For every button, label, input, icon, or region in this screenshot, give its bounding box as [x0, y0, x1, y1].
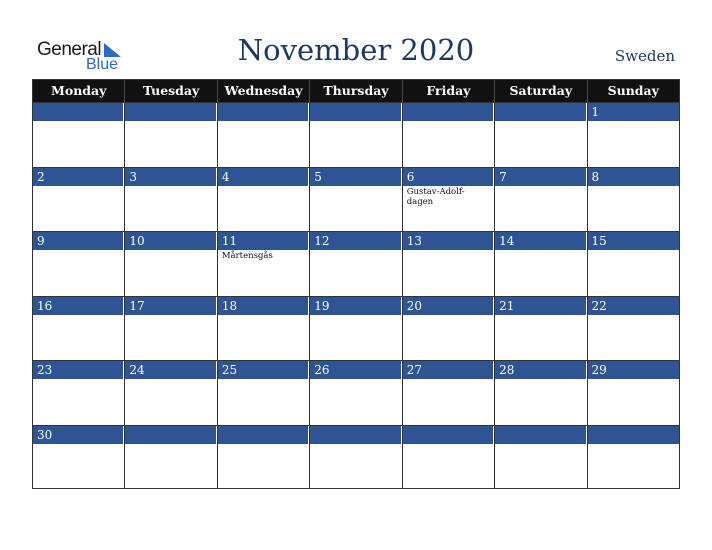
day-cell — [310, 232, 402, 296]
day-number: 8 — [588, 168, 679, 186]
day-cell — [125, 168, 217, 232]
day-number — [495, 426, 586, 444]
weekday-header-friday: Friday — [403, 80, 495, 102]
page-title: November 2020 — [237, 33, 475, 67]
day-number: 18 — [218, 297, 309, 315]
day-cell — [125, 361, 217, 425]
day-number — [403, 426, 494, 444]
day-number: 3 — [125, 168, 216, 186]
day-cell — [310, 168, 402, 232]
day-number — [495, 103, 586, 121]
day-cell — [125, 426, 217, 490]
day-number — [33, 103, 124, 121]
day-number: 7 — [495, 168, 586, 186]
day-cell — [403, 426, 495, 490]
day-number: 29 — [588, 361, 679, 379]
day-number: 22 — [588, 297, 679, 315]
day-cell — [310, 361, 402, 425]
day-cell — [495, 297, 587, 361]
day-cell — [218, 232, 310, 296]
day-cell — [495, 232, 587, 296]
day-cell — [403, 168, 495, 232]
day-number: 13 — [403, 232, 494, 250]
day-cell — [495, 361, 587, 425]
day-cell — [403, 297, 495, 361]
day-cell — [588, 103, 679, 167]
day-number: 21 — [495, 297, 586, 315]
day-number — [218, 426, 309, 444]
day-cell — [33, 361, 125, 425]
day-cell — [33, 103, 125, 167]
day-number: 5 — [310, 168, 401, 186]
day-number: 2 — [33, 168, 124, 186]
day-number: 25 — [218, 361, 309, 379]
day-cell — [310, 297, 402, 361]
day-number: 19 — [310, 297, 401, 315]
week-row — [33, 425, 679, 490]
logo-word-blue: Blue — [86, 56, 119, 73]
day-number — [403, 103, 494, 121]
day-cell — [218, 103, 310, 167]
day-cell — [33, 297, 125, 361]
day-number: 12 — [310, 232, 401, 250]
day-cell — [125, 103, 217, 167]
day-number: 28 — [495, 361, 586, 379]
day-number: 9 — [33, 232, 124, 250]
weekday-header-monday: Monday — [33, 80, 125, 102]
weekday-header-sunday: Sunday — [607, 83, 659, 98]
month-calendar — [32, 79, 680, 489]
day-cell — [33, 426, 125, 490]
day-cell — [588, 168, 679, 232]
day-number: 11 — [218, 232, 309, 250]
holiday-label: Mårtensgås — [221, 251, 273, 261]
day-number: 20 — [403, 297, 494, 315]
day-number — [125, 103, 216, 121]
weekday-header-row — [33, 80, 679, 102]
day-number: 24 — [125, 361, 216, 379]
day-cell — [33, 232, 125, 296]
day-cell — [33, 168, 125, 232]
day-cell — [218, 361, 310, 425]
day-number: 14 — [495, 232, 586, 250]
weekday-header-wednesday: Wednesday — [218, 80, 310, 102]
day-number — [125, 426, 216, 444]
day-number: 15 — [588, 232, 679, 250]
day-number: 10 — [125, 232, 216, 250]
day-cell — [310, 426, 402, 490]
day-cell — [588, 232, 679, 296]
day-number — [310, 426, 401, 444]
day-cell — [495, 168, 587, 232]
day-number — [310, 103, 401, 121]
day-cell — [310, 103, 402, 167]
week-row — [33, 231, 679, 296]
day-number: 26 — [310, 361, 401, 379]
day-number: 4 — [218, 168, 309, 186]
day-cell — [218, 168, 310, 232]
day-number — [588, 426, 679, 444]
day-number: 30 — [33, 426, 124, 444]
day-number: 17 — [125, 297, 216, 315]
day-cell — [125, 297, 217, 361]
day-number: 6 — [403, 168, 494, 186]
day-cell — [495, 103, 587, 167]
day-cell — [495, 426, 587, 490]
day-cell — [218, 297, 310, 361]
day-number: 23 — [33, 361, 124, 379]
country-label: Sweden — [614, 47, 675, 65]
day-number: 16 — [33, 297, 124, 315]
weekday-header-tuesday: Tuesday — [125, 80, 217, 102]
day-number: 27 — [403, 361, 494, 379]
weekday-header-saturday: Saturday — [495, 80, 587, 102]
logo-word-general: General — [37, 39, 102, 60]
weekday-header-thursday: Thursday — [310, 80, 402, 102]
week-row — [33, 167, 679, 232]
day-number: 1 — [588, 103, 679, 121]
day-cell — [588, 361, 679, 425]
day-cell — [403, 232, 495, 296]
day-cell — [218, 426, 310, 490]
day-cell — [403, 103, 495, 167]
week-row — [33, 296, 679, 361]
holiday-label: Gustav-Adolf-dagen — [406, 186, 465, 207]
day-cell — [588, 426, 679, 490]
day-cell — [403, 361, 495, 425]
week-row — [33, 102, 679, 167]
day-cell — [588, 297, 679, 361]
day-number — [218, 103, 309, 121]
day-cell — [125, 232, 217, 296]
week-row — [33, 360, 679, 425]
